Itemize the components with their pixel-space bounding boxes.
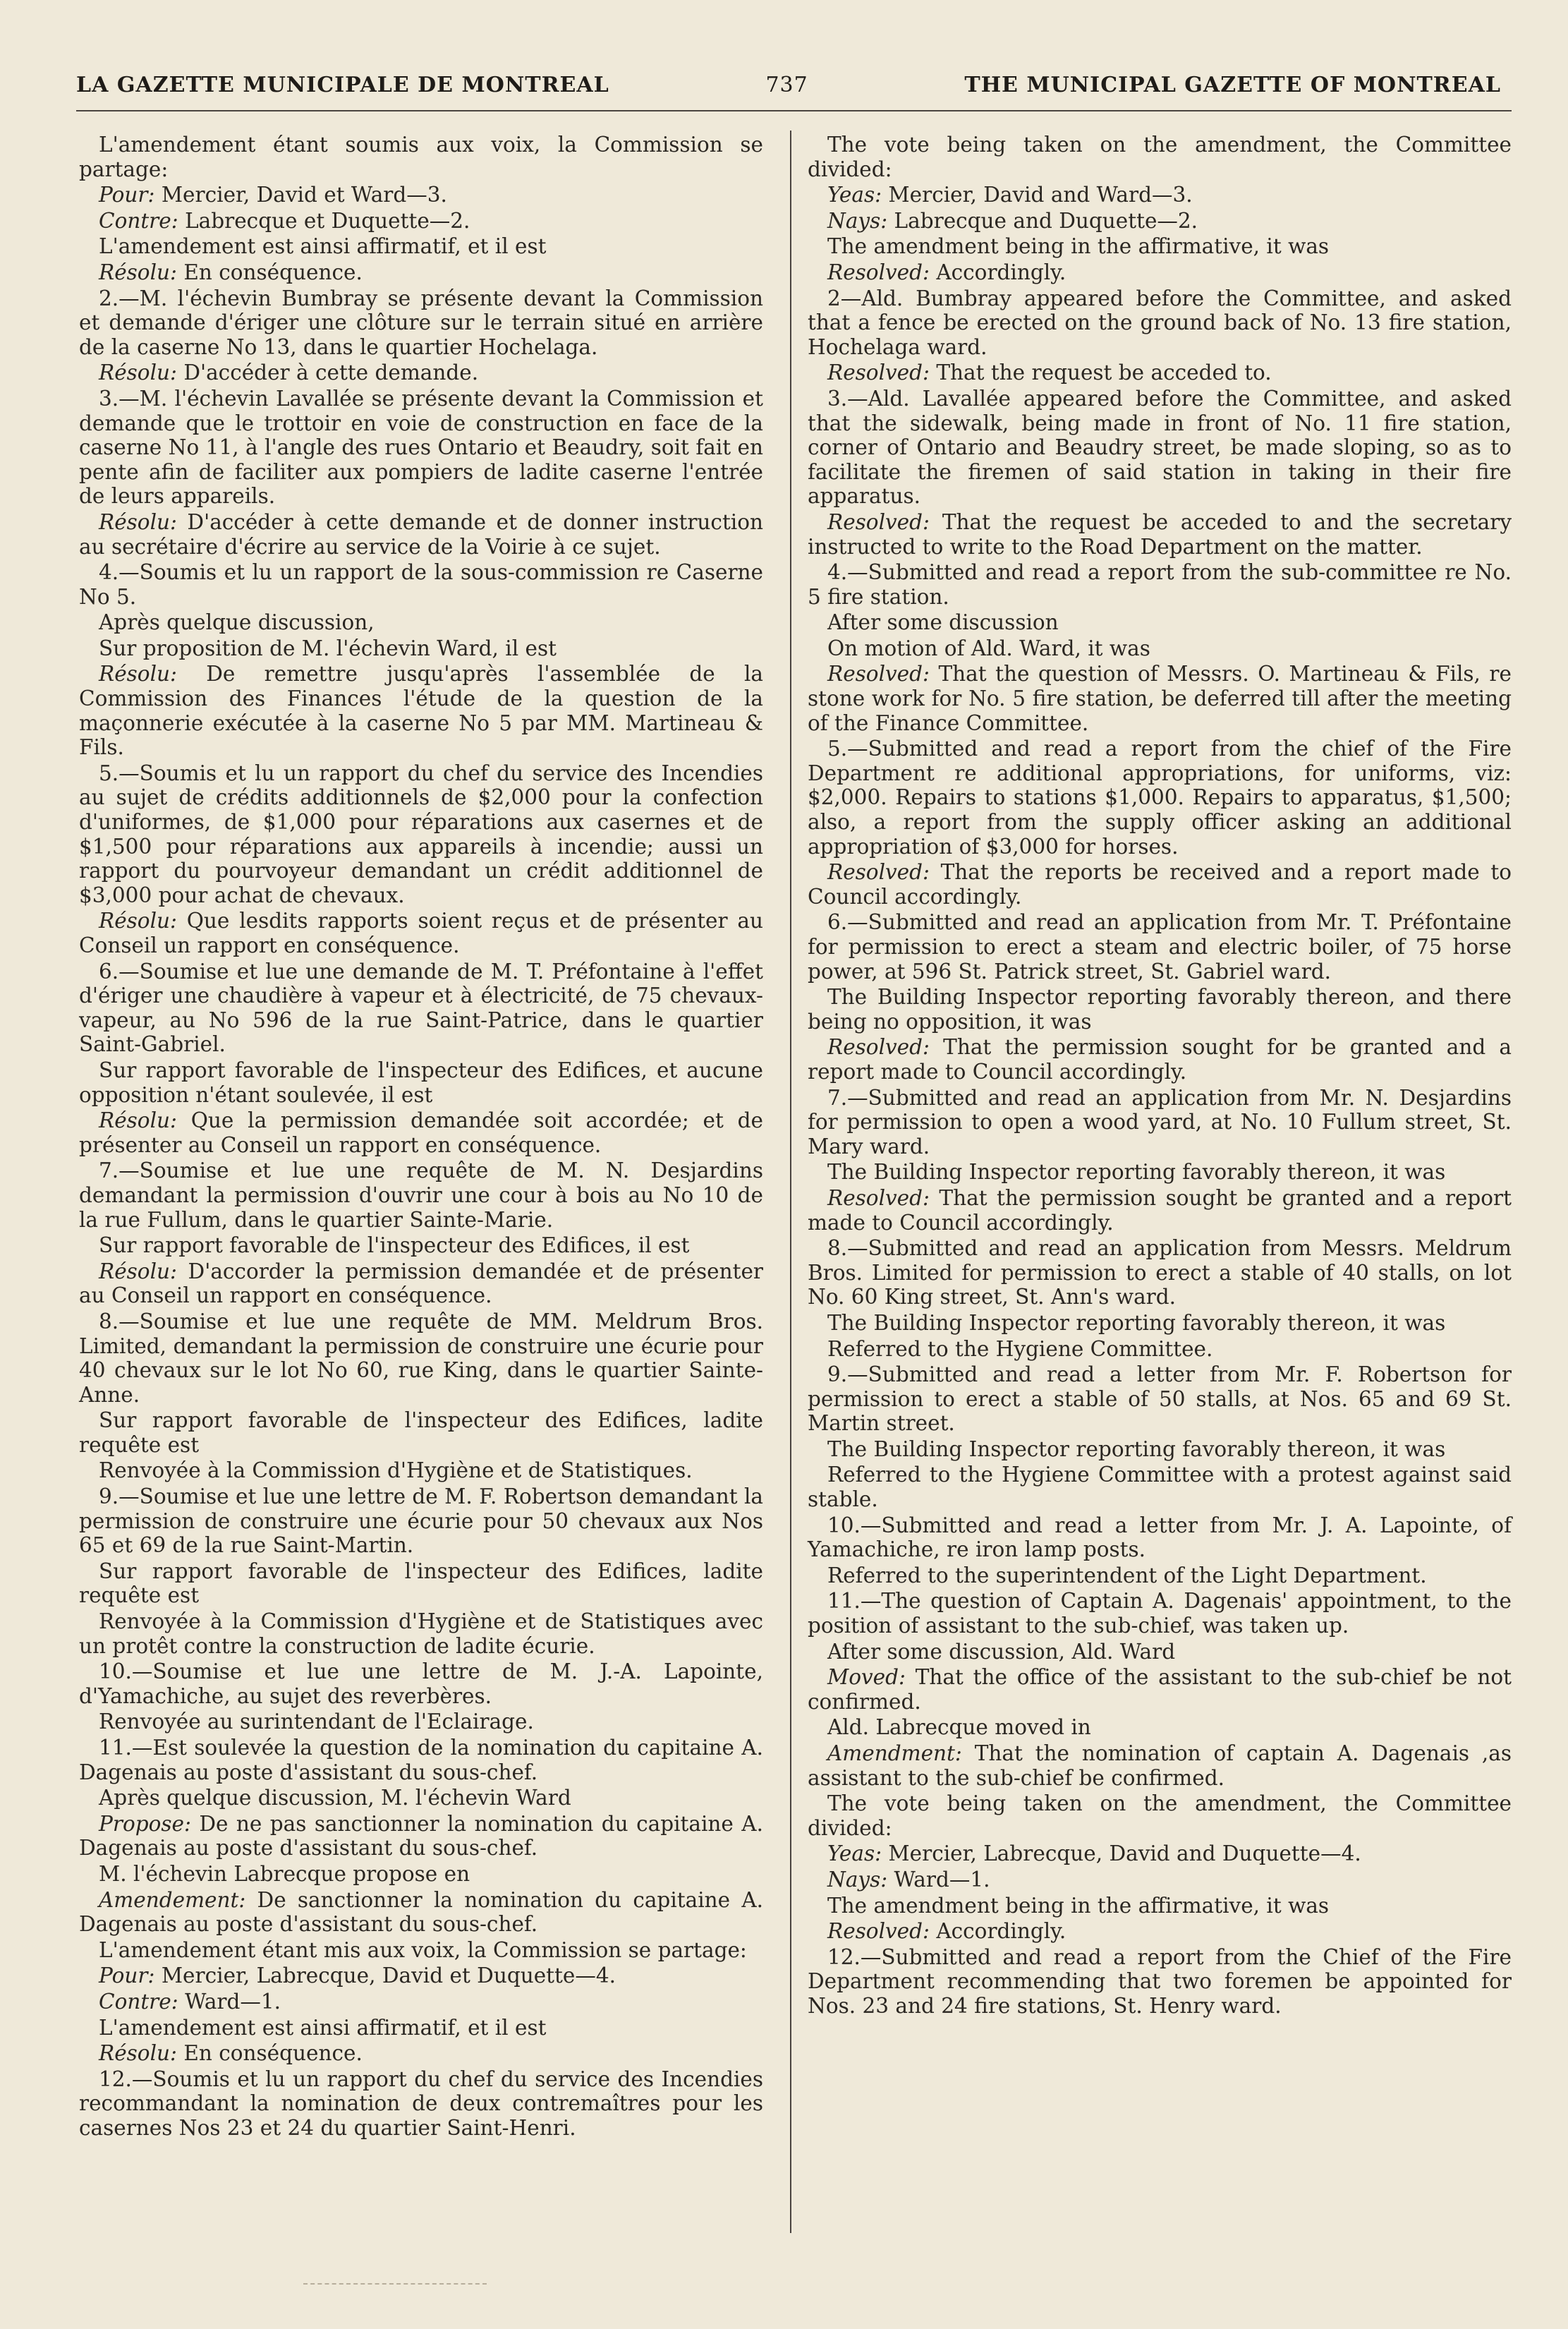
paragraph-label: Pour: (99, 1964, 155, 1988)
paragraph (79, 361, 763, 385)
paragraph-text: On motion of Ald. Ward, it was (827, 636, 1150, 660)
paragraph-text: 3.—M. l'échevin Lavallée se présente devant la Commission et demande que le trottoir en voie de construction en face de la caserne No 11, à l'angle des rues Ontario et Beaudry, soit fait en pente afin de faciliter aux pompiers de ladite caserne l'entrée de leurs appareils. (79, 386, 763, 509)
paragraph (79, 1408, 763, 1457)
paragraph-text: That the office of the assistant to the sub-chief be not confirmed. (808, 1665, 1512, 1714)
paragraph-text: 12.—Soumis et lu un rapport du chef du service des Incendies recommandant la nomination de deux contremaîtres pour les casernes Nos 23 et 24 du quartier Saint-Henri. (79, 2067, 763, 2140)
paragraph (79, 209, 763, 234)
paragraph (79, 2067, 763, 2141)
paragraph (79, 1484, 763, 1558)
paragraph-label: Resolved: (827, 1035, 930, 1060)
paragraph (808, 510, 1512, 559)
paragraph-text: 11.—The question of Captain A. Dagenais' appointment, to the position of assistant to the sub-chief, was taken up. (808, 1589, 1512, 1638)
paragraph (79, 1159, 763, 1232)
paragraph (808, 1841, 1512, 1866)
paragraph-text: Accordingly. (929, 260, 1066, 284)
paragraph-text: 11.—Est soulevée la question de la nomination du capitaine A. Dagenais au poste d'assistant du sous-chef. (79, 1736, 763, 1784)
paragraph (79, 387, 763, 509)
paragraph (79, 1309, 763, 1407)
paragraph (79, 234, 763, 259)
paragraph-label: Moved: (827, 1665, 906, 1690)
paragraph-text: Sur rapport favorable de l'inspecteur des Edifices, et aucune opposition n'étant soulevée, il est (79, 1058, 763, 1107)
paragraph-label: Yeas: (827, 1841, 882, 1866)
paragraph (808, 636, 1512, 661)
paragraph (808, 1741, 1512, 1790)
paragraph (79, 1938, 763, 1963)
paragraph-text: L'amendement est ainsi affirmatif, et il est (99, 234, 547, 259)
paragraph (808, 1640, 1512, 1664)
paragraph (808, 234, 1512, 259)
paragraph (808, 1894, 1512, 1918)
paragraph-text: 5.—Soumis et lu un rapport du chef du service des Incendies au sujet de crédits additionnels de $2,000 pour la confection d'uniformes, de $1,000 pour réparations aux casernes et de $1,500 pour réparations aux appareils à incendie; aussi un rapport du pourvoyeur demandant un crédit additionnel de $3,000 pour achat de chevaux. (79, 761, 763, 907)
paragraph-label: Résolu: (99, 662, 177, 686)
paragraph (79, 133, 763, 181)
paragraph (808, 1160, 1512, 1185)
paragraph-text: 5.—Submitted and read a report from the chief of the Fire Department re additional appropriations, for uniforms, viz: $2,000. Repairs to stations $1,000. Repairs to apparatus, $1,500; also, a report from the supply officer asking an additional appropriation of $3,000 for horses. (808, 737, 1512, 859)
paragraph (79, 1659, 763, 1708)
paragraph-text: En conséquence. (176, 260, 363, 284)
paragraph (79, 183, 763, 207)
paragraph (79, 1964, 763, 1988)
paragraph (79, 1990, 763, 2014)
paragraph-text: De remettre jusqu'après l'assemblée de la Commission des Finances l'étude de la question de la maçonnerie exécutée à la caserne No 5 par MM. Martineau & Fils. (79, 662, 763, 760)
paragraph (79, 1058, 763, 1107)
paragraph (79, 1812, 763, 1861)
paragraph-text: D'accéder à cette demande et de donner instruction au secrétaire d'écrire au service de la Voirie à ce sujet. (79, 509, 763, 559)
paragraph (79, 909, 763, 957)
paragraph-label: Amendment: (827, 1741, 962, 1765)
paragraph (808, 1437, 1512, 1462)
paragraph-text: 9.—Submitted and read a letter from Mr. F. Robertson for permission to erect a stable of 50 stalls, at Nos. 65 and 69 St. Martin street. (808, 1362, 1512, 1436)
paragraph (808, 1337, 1512, 1362)
paragraph-text: Renvoyée au surintendant de l'Eclairage. (99, 1710, 534, 1734)
paragraph (808, 1868, 1512, 1892)
paragraph-label: Resolved: (827, 662, 930, 686)
paragraph (79, 761, 763, 908)
paragraph (79, 1888, 763, 1937)
paragraph-text: 10.—Soumise et lue une lettre de M. J.-A. Lapointe, d'Yamachiche, au sujet des reverbères. (79, 1659, 763, 1708)
paragraph (808, 1362, 1512, 1436)
paragraph-label: Resolved: (827, 361, 930, 385)
paragraph-text: The amendment being in the affirmative, it was (827, 1893, 1330, 1918)
paragraph-text: 4.—Submitted and read a report from the sub-committee re No. 5 fire station. (808, 560, 1512, 609)
paragraph (79, 510, 763, 559)
paragraph-label: Resolved: (827, 860, 930, 885)
english-column (808, 133, 1512, 2020)
paragraph-text: 9.—Soumise et lue une lettre de M. F. Robertson demandant la permission de construire une écurie pour 50 chevaux aux Nos 65 et 69 de la rue Saint-Martin. (79, 1484, 763, 1558)
paragraph-text: 7.—Soumise et lue une requête de M. N. Desjardins demandant la permission d'ouvrir une cour à bois au No 10 de la rue Fullum, dans le quartier Sainte-Marie. (79, 1159, 763, 1232)
page-header (76, 65, 1501, 104)
paragraph (808, 183, 1512, 207)
paragraph (808, 985, 1512, 1034)
page-number: 737 (765, 72, 808, 97)
paragraph (79, 1862, 763, 1887)
paragraph (808, 1945, 1512, 2019)
paragraph (79, 1736, 763, 1784)
header-french-title: LA GAZETTE MUNICIPALE DE MONTREAL (76, 72, 609, 97)
paragraph (808, 1186, 1512, 1235)
paragraph (808, 1236, 1512, 1309)
paragraph-label: Résolu: (99, 1259, 177, 1283)
paragraph (79, 2016, 763, 2040)
paragraph-text: That the question of Messrs. O. Martineau & Fils, re stone work for No. 5 fire station, be deferred till after the meeting of the Finance Committee. (808, 662, 1512, 735)
paragraph-label: Resolved: (827, 260, 930, 284)
french-column (79, 133, 763, 2142)
paragraph-label: Yeas: (827, 183, 882, 207)
paragraph-text: That the permission sought for be granted and a report made to Council accordingly. (808, 1035, 1512, 1084)
paragraph-text: Referred to the Hygiene Committee. (827, 1336, 1213, 1361)
paragraph-text: Que la permission demandée soit accordée; et de présenter au Conseil un rapport en conséquence. (79, 1108, 763, 1157)
paragraph-label: Résolu: (99, 2041, 177, 2066)
paragraph-text: D'accéder à cette demande. (176, 361, 479, 385)
paragraph-label: Contre: (99, 208, 178, 233)
paragraph-text: Labrecque and Duquette—2. (887, 208, 1198, 233)
paragraph-label: Contre: (99, 1989, 178, 2014)
paragraph-label: Resolved: (827, 1185, 930, 1210)
paragraph-text: L'amendement étant soumis aux voix, la Commission se partage: (79, 133, 763, 181)
paragraph-text: That the reports be received and a report made to Council accordingly. (808, 860, 1512, 909)
paragraph (808, 260, 1512, 285)
paragraph (808, 1563, 1512, 1588)
paragraph-text: Que lesdits rapports soient reçus et de présenter au Conseil un rapport en conséquence. (79, 909, 763, 957)
paragraph-text: 6.—Submitted and read an application from Mr. T. Préfontaine for permission to erect a steam and electric boiler, of 75 horse power, at 596 St. Patrick street, St. Gabriel ward. (808, 910, 1512, 984)
paragraph-text: Sur proposition de M. l'échevin Ward, il est (99, 636, 557, 660)
paragraph-text: Referred to the Hygiene Committee with a protest against said stable. (808, 1463, 1512, 1512)
paragraph-text: That the nomination of captain A. Dagenais ,as assistant to the sub-chief be confirmed. (808, 1741, 1512, 1790)
paragraph-text: Sur rapport favorable de l'inspecteur des Edifices, ladite requête est (79, 1559, 763, 1608)
paragraph-text: After some discussion (827, 610, 1059, 635)
paragraph-text: Renvoyée à la Commission d'Hygiène et de Statistiques avec un protêt contre la construction de ladite écurie. (79, 1609, 763, 1658)
paragraph (79, 560, 763, 609)
paragraph-text: Après quelque discussion, M. l'échevin Ward (99, 1786, 571, 1810)
paragraph (79, 636, 763, 661)
paragraph-text: The vote being taken on the amendment, the Committee divided: (808, 1791, 1512, 1840)
paragraph (79, 1233, 763, 1258)
paragraph-text: Mercier, Labrecque, David et Duquette—4. (154, 1964, 616, 1988)
paragraph-text: 6.—Soumise et lue une demande de M. T. Préfontaine à l'effet d'ériger une chaudière à vapeur et à électricité, de 75 chevaux-vapeur, au No 596 de la rue Saint-Patrice, dans le quartier Saint-Gabriel. (79, 959, 763, 1057)
paragraph-label: Resolved: (827, 1919, 930, 1944)
paragraph-label: Résolu: (99, 509, 177, 534)
paragraph-text: 2.—M. l'échevin Bumbray se présente devant la Commission et demande d'ériger une clôture sur le terrain situé en arrière de la caserne No 13, dans le quartier Hochelaga. (79, 286, 763, 359)
paragraph-text: The amendment being in the affirmative, it was (827, 234, 1330, 259)
paragraph (79, 2041, 763, 2066)
paragraph-text: L'amendement étant mis aux voix, la Commission se partage: (99, 1937, 747, 1962)
paragraph-text: That the permission sought be granted and a report made to Council accordingly. (808, 1185, 1512, 1235)
paragraph-text: That the request be acceded to and the secretary instructed to write to the Road Department on the matter. (808, 509, 1512, 559)
paragraph (808, 1035, 1512, 1084)
paragraph (79, 1108, 763, 1157)
paragraph-text: De sanctionner la nomination du capitaine A. Dagenais au poste d'assistant du sous-chef. (79, 1887, 763, 1937)
paragraph (808, 1311, 1512, 1336)
paragraph-text: 7.—Submitted and read an application from Mr. N. Desjardins for permission to open a wood yard, at No. 10 Fullum street, St. Mary ward. (808, 1085, 1512, 1159)
paragraph-text: Mercier, Labrecque, David and Duquette—4. (882, 1841, 1361, 1866)
paragraph (808, 1513, 1512, 1562)
paragraph-text: Mercier, David and Ward—3. (882, 183, 1193, 207)
paragraph-label: Propose: (99, 1811, 191, 1836)
paragraph-text: 8.—Submitted and read an application from Messrs. Meldrum Bros. Limited for permission to erect a stable of 40 stalls, on lot No. 60 King street, St. Ann's ward. (808, 1236, 1512, 1309)
paragraph (808, 286, 1512, 360)
paragraph-text: M. l'échevin Labrecque propose en (99, 1861, 470, 1886)
paragraph-text: Sur rapport favorable de l'inspecteur des Edifices, il est (99, 1233, 690, 1258)
paragraph-text: 12.—Submitted and read a report from the Chief of the Fire Department recommending that two foremen be appointed for Nos. 23 and 24 fire stations, St. Henry ward. (808, 1944, 1512, 2018)
paragraph-text: After some discussion, Ald. Ward (827, 1639, 1176, 1664)
header-english-title: THE MUNICIPAL GAZETTE OF MONTREAL (964, 72, 1501, 97)
paragraph-text: The Building Inspector reporting favorably thereon, and there being no opposition, it was (808, 985, 1512, 1034)
paragraph-text: 2—Ald. Bumbray appeared before the Committee, and asked that a fence be erected on the ground back of No. 13 fire station, Hochelaga ward. (808, 286, 1512, 359)
paragraph-text: The Building Inspector reporting favorably thereon, it was (827, 1310, 1446, 1335)
paragraph-text: Referred to the superintendent of the Light Department. (827, 1563, 1427, 1587)
paragraph-label: Nays: (827, 208, 888, 233)
paragraph-text: 3.—Ald. Lavallée appeared before the Committee, and asked that the sidewalk, being made in front of No. 11 fire station, corner of Ontario and Beaudry street, be made sloping, so as to facilitate the firemen of said station in taking in their fire apparatus. (808, 386, 1512, 509)
paragraph-text: Ward—1. (178, 1989, 281, 2014)
paragraph-text: D'accorder la permission demandée et de présenter au Conseil un rapport en conséquence. (79, 1259, 763, 1308)
column-divider (790, 131, 791, 2233)
paragraph-text: The vote being taken on the amendment, the Committee divided: (808, 133, 1512, 181)
paragraph (79, 662, 763, 759)
paragraph-text: 10.—Submitted and read a letter from Mr. J. A. Lapointe, of Yamachiche, re iron lamp posts. (808, 1513, 1512, 1562)
paragraph (808, 387, 1512, 509)
paragraph (808, 1589, 1512, 1638)
paragraph (808, 662, 1512, 735)
paragraph-text: Renvoyée à la Commission d'Hygiène et de Statistiques. (99, 1458, 693, 1483)
paragraph-text: 4.—Soumis et lu un rapport de la sous-commission re Caserne No 5. (79, 560, 763, 609)
paragraph (808, 1715, 1512, 1740)
paragraph (808, 610, 1512, 635)
paragraph (79, 1609, 763, 1658)
paragraph-label: Résolu: (99, 361, 177, 385)
paragraph-text: That the request be acceded to. (929, 361, 1272, 385)
paragraph-text: Sur rapport favorable de l'inspecteur des Edifices, ladite requête est (79, 1408, 763, 1457)
paragraph-label: Résolu: (99, 260, 177, 284)
paragraph (79, 1259, 763, 1308)
paragraph (808, 1791, 1512, 1840)
paragraph (808, 361, 1512, 385)
paragraph-text: L'amendement est ainsi affirmatif, et il est (99, 2015, 547, 2040)
paragraph (79, 960, 763, 1057)
paragraph-text: The Building Inspector reporting favorably thereon, it was (827, 1436, 1446, 1461)
paragraph-label: Résolu: (99, 1108, 177, 1133)
paragraph (808, 1665, 1512, 1714)
paragraph (808, 1086, 1512, 1159)
paragraph (808, 1919, 1512, 1944)
paragraph (79, 1458, 763, 1483)
paragraph-text: The Building Inspector reporting favorably thereon, it was (827, 1160, 1446, 1185)
paragraph (79, 1559, 763, 1608)
paragraph-text: En conséquence. (176, 2041, 363, 2066)
paragraph (808, 860, 1512, 909)
paragraph-text: Labrecque et Duquette—2. (178, 208, 470, 233)
paragraph-text: De ne pas sanctionner la nomination du capitaine A. Dagenais au poste d'assistant du sous-chef. (79, 1811, 763, 1861)
paragraph-text: Après quelque discussion, (99, 610, 375, 635)
paragraph-text: 8.—Soumise et lue une requête de MM. Meldrum Bros. Limited, demandant la permission de construire une écurie pour 40 chevaux sur le lot No 60, rue King, dans le quartier Sainte-Anne. (79, 1309, 763, 1407)
paragraph (79, 1710, 763, 1734)
paragraph (79, 286, 763, 360)
paragraph-label: Pour: (99, 183, 155, 207)
paragraph (808, 209, 1512, 234)
paragraph (808, 1463, 1512, 1511)
paragraph-text: Ward—1. (887, 1867, 990, 1892)
paragraph-label: Nays: (827, 1867, 888, 1892)
header-rule (76, 110, 1512, 111)
paragraph-text: Ald. Labrecque moved in (827, 1715, 1091, 1740)
paragraph-label: Resolved: (827, 509, 930, 534)
paragraph-text: Accordingly. (929, 1919, 1066, 1944)
paragraph-label: Résolu: (99, 909, 177, 933)
paragraph (808, 910, 1512, 984)
paragraph (79, 260, 763, 285)
paragraph (808, 560, 1512, 609)
paragraph-text: Mercier, David et Ward—3. (154, 183, 447, 207)
paragraph (79, 1786, 763, 1810)
paragraph-label: Amendement: (99, 1887, 246, 1912)
footer-mark (303, 2283, 487, 2285)
paragraph (79, 610, 763, 635)
paragraph (808, 133, 1512, 181)
paragraph (808, 737, 1512, 859)
